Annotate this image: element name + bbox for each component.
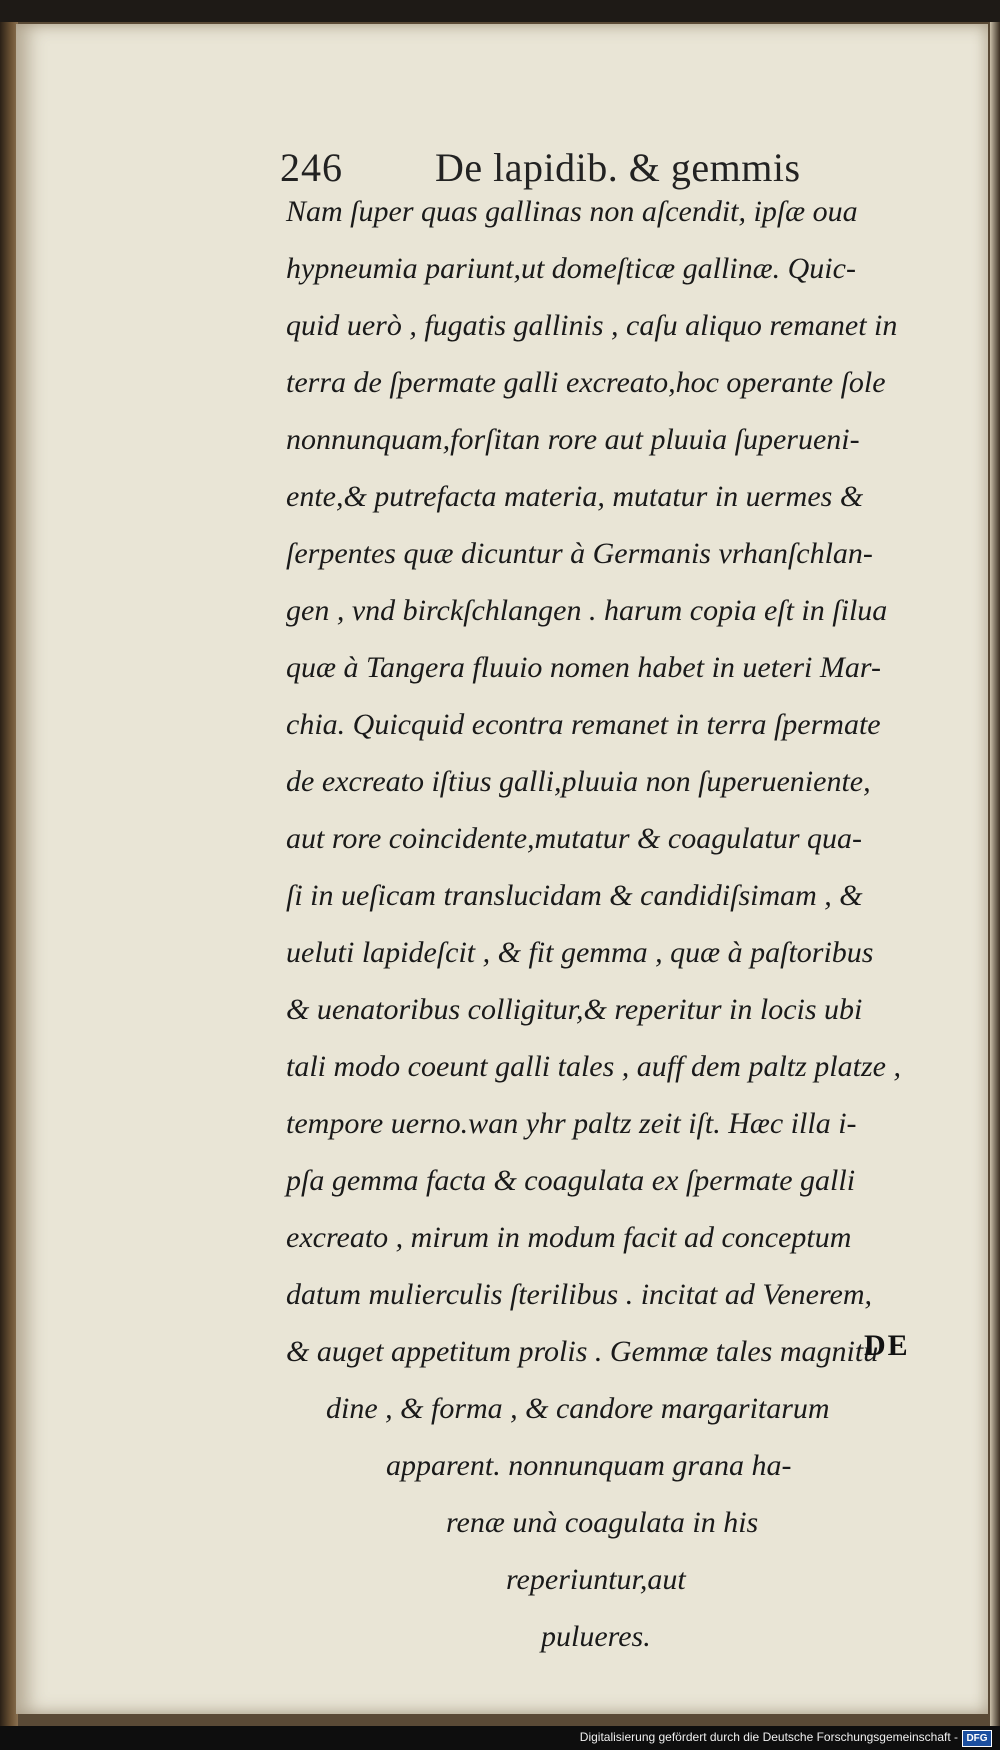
text-line: dine , & forma , & candore margaritarum [326,1392,830,1425]
page-header [280,144,930,194]
text-line: apparent. nonnunquam grana ha- [386,1449,792,1482]
text-line: quid uerò , fugatis gallinis , caſu aliquo remanet in [286,309,898,342]
scan-top-border [0,0,1000,22]
text-line: reperiuntur,aut [506,1563,686,1596]
text-line: aut rore coincidente,mutatur & coagulatur qua- [286,822,863,855]
text-line: terra de ſpermate galli excreato,hoc operante ſole [286,366,886,399]
page-number: 246 [280,145,343,190]
book-page [16,24,988,1714]
digitization-footer [0,1726,1000,1750]
text-line: nonnunquam,forſitan rore aut pluuia ſuperueni- [286,423,860,456]
funding-credit: Digitalisierung gefördert durch die Deutsche Forschungsgemeinschaft - [579,1730,958,1744]
text-line: tempore uerno.wan yhr paltz zeit iſt. Hæc illa i- [286,1107,857,1140]
text-line: hypneumia pariunt,ut domeſticæ gallinæ. Quic- [286,252,856,285]
text-line: chia. Quicquid econtra remanet in terra ſpermate [286,708,881,741]
text-line: ſi in ueſicam translucidam & candidiſsimam , & [286,879,863,912]
text-line: de excreato iſtius galli,pluuia non ſuperueniente, [286,765,871,798]
text-line: pulueres. [541,1620,651,1653]
catchword: DE [864,1329,910,1362]
text-line: ſerpentes quæ dicuntur à Germanis vrhanſchlan- [286,537,873,570]
text-line: tali modo coeunt galli tales , auff dem paltz platze , [286,1050,901,1083]
running-head: De lapidib. & gemmis [435,145,801,190]
text-line: excreato , mirum in modum facit ad conceptum [286,1221,852,1254]
text-line: ueluti lapideſcit , & fit gemma , quæ à paſtoribus [286,936,874,969]
text-line: & auget appetitum prolis . Gemmæ tales magnitu [286,1335,879,1368]
text-line: ente,& putrefacta materia, mutatur in uermes & [286,480,864,513]
text-line: pſa gemma facta & coagulata ex ſpermate galli [286,1164,856,1197]
text-line: Nam ſuper quas gallinas non aſcendit, ipſæ oua [286,195,858,228]
text-line: & uenatoribus colligitur,& reperitur in locis ubi [286,993,863,1026]
text-line: quæ à Tangera fluuio nomen habet in ueteri Mar- [286,651,881,684]
text-line: renæ unà coagulata in his [446,1506,759,1539]
page-edge [990,22,1000,1727]
text-line: gen , vnd birckſchlangen . harum copia eſt in ſilua [286,594,888,627]
dfg-logo-icon: DFG [962,1730,992,1747]
text-line: datum mulierculis ſterilibus . incitat ad Venerem, [286,1278,873,1311]
